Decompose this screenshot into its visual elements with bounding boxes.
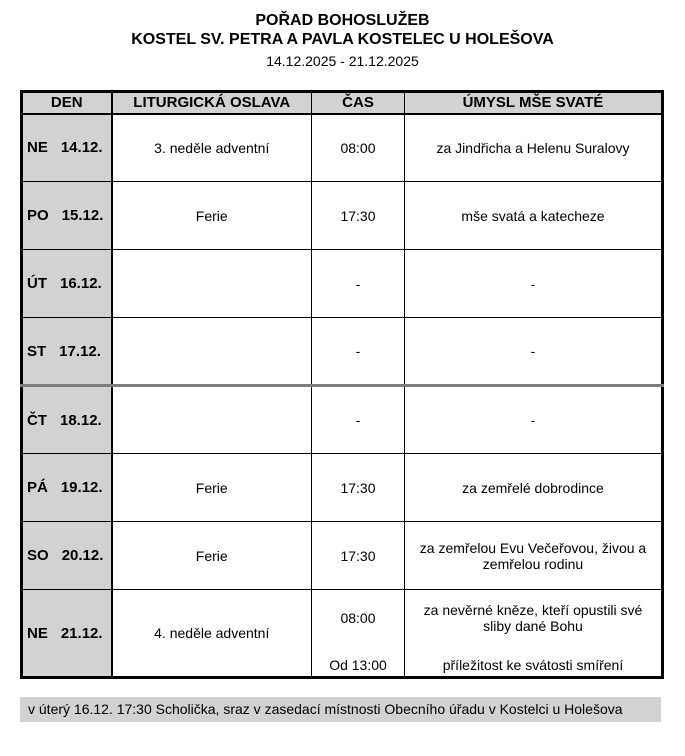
time-cell: 08:00 <box>312 114 405 182</box>
day-abbrev: PO <box>27 207 49 224</box>
time-afternoon: Od 13:00 <box>329 657 387 673</box>
day-cell <box>22 182 112 250</box>
column-header-liturgical: LITURGICKÁ OSLAVA <box>112 92 312 114</box>
day-date: 16.12. <box>60 275 102 292</box>
day-abbrev: NE <box>27 139 48 157</box>
time-cell: - <box>312 386 405 454</box>
church-name: KOSTEL SV. PETRA A PAVLA KOSTELEC U HOLEŠOVA <box>131 31 554 48</box>
intention-morning: za nevěrné kněze, kteří opustili své sliby dané Bohu <box>423 601 643 634</box>
day-abbrev: SO <box>27 547 49 564</box>
celebration-cell <box>112 386 312 454</box>
time-cell: - <box>312 250 405 318</box>
day-abbrev: ST <box>27 342 47 360</box>
time-cell: - <box>312 318 405 386</box>
table-row <box>22 250 663 318</box>
schedule-table <box>20 90 664 679</box>
time-cell: 17:30 <box>312 522 405 590</box>
celebration-cell <box>112 250 312 318</box>
intention-cell <box>405 590 663 678</box>
celebration-cell: 4. neděle adventní <box>112 590 312 678</box>
time-morning: 08:00 <box>340 609 376 626</box>
column-header-den: DEN <box>22 92 112 114</box>
day-date: 17.12. <box>59 342 101 360</box>
table-row <box>22 590 663 678</box>
table-row <box>22 454 663 522</box>
time-cell <box>312 590 405 678</box>
celebration-cell: Ferie <box>112 182 312 250</box>
table-row <box>22 114 663 182</box>
table-row <box>22 522 663 590</box>
day-abbrev: NE <box>27 624 48 642</box>
page-title: POŘAD BOHOSLUŽEB <box>255 12 430 29</box>
time-cell: 17:30 <box>312 182 405 250</box>
day-date: 18.12. <box>60 411 102 429</box>
intention-cell: za Jindřicha a Helenu Suralovy <box>405 114 663 182</box>
celebration-cell: Ferie <box>112 522 312 590</box>
time-cell: 17:30 <box>312 454 405 522</box>
day-date: 20.12. <box>61 547 104 564</box>
header-row <box>22 92 663 114</box>
intention-afternoon: příležitost ke svátosti smíření <box>442 657 624 673</box>
day-date: 15.12. <box>61 207 104 224</box>
celebration-cell: 3. neděle adventní <box>112 114 312 182</box>
table-row <box>22 386 663 454</box>
intention-cell: za zemřelé dobrodince <box>405 454 663 522</box>
day-cell <box>22 522 112 590</box>
column-header-intention: ÚMYSL MŠE SVATÉ <box>405 92 663 114</box>
day-cell <box>22 590 112 678</box>
intention-cell: za zemřelou Evu Večeřovou, živou a zemřelou rodinu <box>405 522 663 590</box>
day-cell <box>22 454 112 522</box>
intention-cell: - <box>405 386 663 454</box>
day-abbrev: ČT <box>27 411 47 429</box>
column-header-time: ČAS <box>312 92 405 114</box>
document-header <box>0 0 685 71</box>
intention-cell: mše svatá a katecheze <box>405 182 663 250</box>
intention-cell: - <box>405 318 663 386</box>
day-cell <box>22 250 112 318</box>
day-date: 21.12. <box>60 624 103 642</box>
date-range: 14.12.2025 - 21.12.2025 <box>266 53 419 69</box>
day-date: 19.12. <box>60 479 103 496</box>
day-date: 14.12. <box>60 139 103 157</box>
day-cell <box>22 114 112 182</box>
celebration-cell: Ferie <box>112 454 312 522</box>
day-abbrev: PÁ <box>27 479 48 496</box>
intention-cell: - <box>405 250 663 318</box>
announcement-note: v úterý 16.12. 17:30 Scholička, sraz v zasedací místnosti Obecního úřadu v Kostelci u Holešova <box>20 697 661 722</box>
table-row <box>22 318 663 386</box>
table-row <box>22 182 663 250</box>
day-cell <box>22 386 112 454</box>
day-abbrev: ÚT <box>27 275 47 292</box>
celebration-cell <box>112 318 312 386</box>
day-cell <box>22 318 112 386</box>
